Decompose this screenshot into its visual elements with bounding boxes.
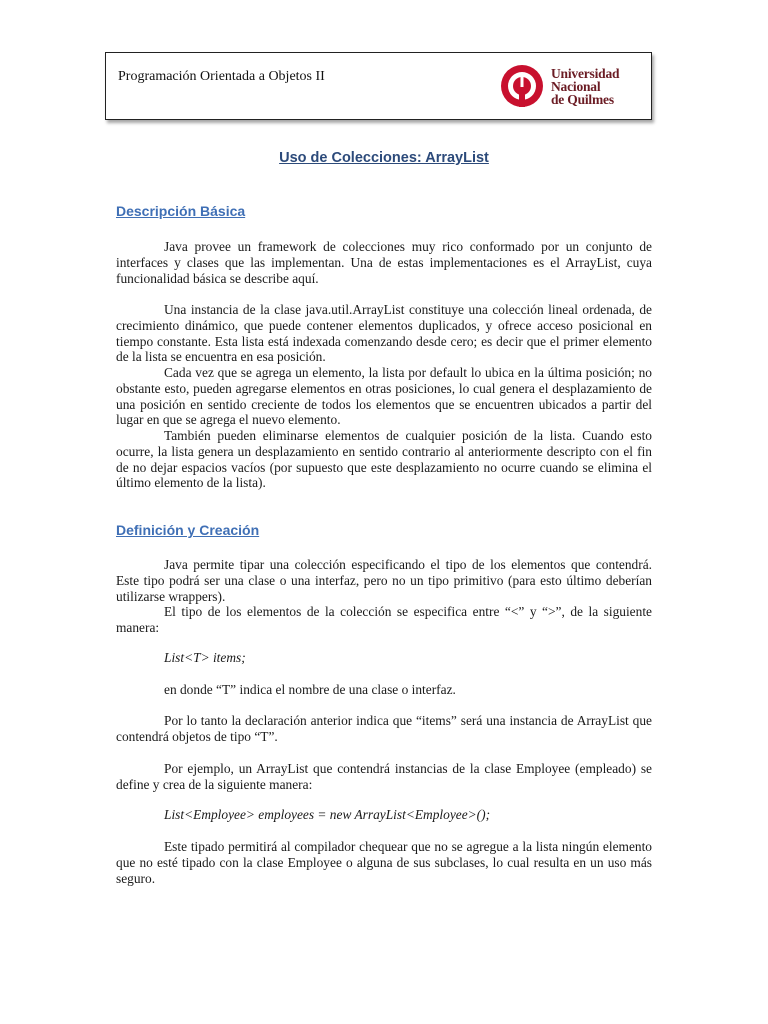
section-heading-basic: Descripción Básica [116, 203, 246, 219]
paragraph-basic-2: Una instancia de la clase java.util.ArrayList constituye una colección lineal ordenada, de crecimiento dinámico, que puede contener elementos duplicados, y ofrece acceso posicional en tiempo constante. Esta lista está indexada comenzando desde cero; es decir que el primer elemento de la lista se encuentra en esa posición. [116, 302, 652, 365]
paragraph-basic-3: Cada vez que se agrega un elemento, la lista por default lo ubica en la última posición; no obstante esto, pueden agregarse elementos en otras posiciones, lo cual genera el desplazamiento de una posición en sentido creciente de todos los elementos que se encuentren ubicados a partir del lugar en que se agrega el nuevo elemento. [116, 365, 652, 428]
paragraph-definition-1: Java permite tipar una colección especificando el tipo de los elementos que contendrá. Este tipo podrá ser una clase o una interfaz, pero no un tipo primitivo (para esto último deberían utilizarse wrappers). [116, 557, 652, 604]
paragraph-definition-6: Este tipado permitirá al compilador chequear que no se agregue a la lista ningún elemento que no esté tipado con la clase Employee o alguna de sus subclases, lo cual resulta en un uso más seguro. [116, 839, 652, 886]
paragraph-definition-3: en donde “T” indica el nombre de una clase o interfaz. [164, 682, 456, 697]
paragraph-definition-5: Por ejemplo, un ArrayList que contendrá instancias de la clase Employee (empleado) se define y crea de la siguiente manera: [116, 761, 652, 792]
university-name-line-3: de Quilmes [551, 92, 614, 107]
paragraph-definition-2: El tipo de los elementos de la colección se especifica entre “<” y “>”, de la siguiente manera: [116, 604, 652, 635]
document-title: Uso de Colecciones: ArrayList [279, 150, 489, 166]
course-title: Programación Orientada a Objetos II [118, 69, 325, 84]
university-name-line-1: Universidad [551, 66, 620, 81]
university-logo [499, 63, 639, 111]
section-heading-definition: Definición y Creación [116, 522, 260, 538]
code-example-employee-list: List<Employee> employees = new ArrayList<Employee>(); [164, 807, 491, 822]
code-example-list-declaration: List<T> items; [164, 650, 246, 665]
university-emblem-icon [499, 63, 545, 109]
document-header [105, 52, 652, 120]
paragraph-basic-4: También pueden eliminarse elementos de cualquier posición de la lista. Cuando esto ocurre, la lista genera un desplazamiento en sentido contrario al anteriormente descripto con el fin de no dejar espacios vacíos (por supuesto que este desplazamiento no ocurre cuando se elimina el último elemento de la lista). [116, 428, 652, 491]
paragraph-definition-4: Por lo tanto la declaración anterior indica que “items” será una instancia de ArrayList que contendrá objetos de tipo “T”. [116, 713, 652, 744]
university-name [551, 67, 619, 106]
paragraph-basic-1: Java provee un framework de colecciones muy rico conformado por un conjunto de interfaces y clases que las implementan. Una de estas implementaciones es el ArrayList, cuya funcionalidad básica se describe aquí. [116, 239, 652, 286]
university-name-line-2: Nacional [551, 79, 601, 94]
